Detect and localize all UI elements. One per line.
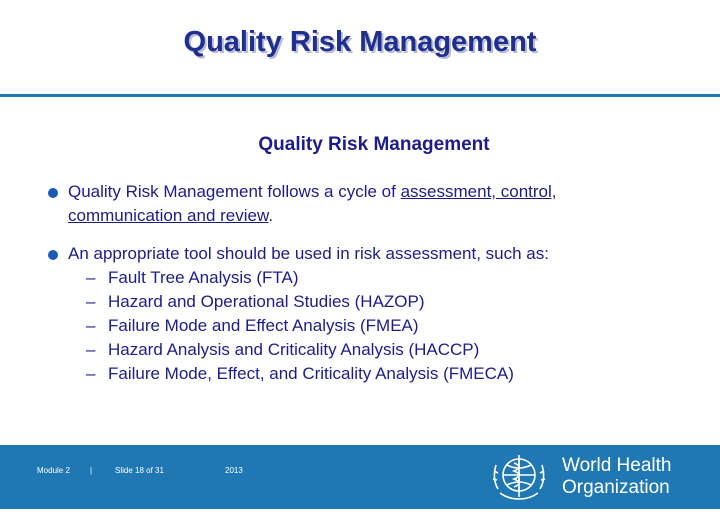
bullet-text: Quality Risk Management follows a cycle of <box>68 182 401 201</box>
who-emblem-icon <box>484 449 554 505</box>
list-item-text: Fault Tree Analysis (FTA) <box>108 268 299 287</box>
organization-name <box>562 455 671 499</box>
bullet-list <box>48 180 673 386</box>
list-item-text: Hazard and Operational Studies (HAZOP) <box>108 292 425 311</box>
module-label: Module 2 <box>37 466 70 475</box>
tool-list <box>68 266 673 386</box>
list-item-text: Failure Mode, Effect, and Criticality Analysis (FMECA) <box>108 364 514 383</box>
title-divider <box>0 94 720 97</box>
list-item <box>68 266 673 290</box>
list-item <box>68 338 673 362</box>
list-item-text: Hazard Analysis and Criticality Analysis (HACCP) <box>108 340 480 359</box>
footer-separator: | <box>90 466 93 475</box>
list-item <box>68 314 673 338</box>
bullet-dot-icon <box>48 188 58 198</box>
dash-icon: – <box>86 316 96 335</box>
dash-icon: – <box>86 292 96 311</box>
dash-icon: – <box>86 340 96 359</box>
dash-icon: – <box>86 268 96 287</box>
bullet-item-cycle <box>48 180 673 228</box>
organization-line-1: World Health <box>562 455 672 476</box>
dash-icon: – <box>86 364 96 383</box>
section-heading: Quality Risk Management <box>258 134 490 155</box>
footer-year: 2013 <box>225 466 243 475</box>
organization-line-2: Organization <box>562 477 670 498</box>
slide-title: Quality Risk Management <box>183 26 537 58</box>
bullet-text: An appropriate tool should be used in risk assessment, such as: <box>68 244 549 263</box>
list-item <box>68 362 673 386</box>
list-item <box>68 290 673 314</box>
underlined-phrase: assessment, control, communication and review <box>68 182 557 225</box>
footer-meta <box>37 466 243 520</box>
bullet-dot-icon <box>48 250 58 260</box>
slide-counter: Slide 18 of 31 <box>115 466 164 475</box>
bullet-text-end: . <box>268 206 274 225</box>
bullet-item-tools <box>48 242 673 386</box>
list-item-text: Failure Mode and Effect Analysis (FMEA) <box>108 316 419 335</box>
